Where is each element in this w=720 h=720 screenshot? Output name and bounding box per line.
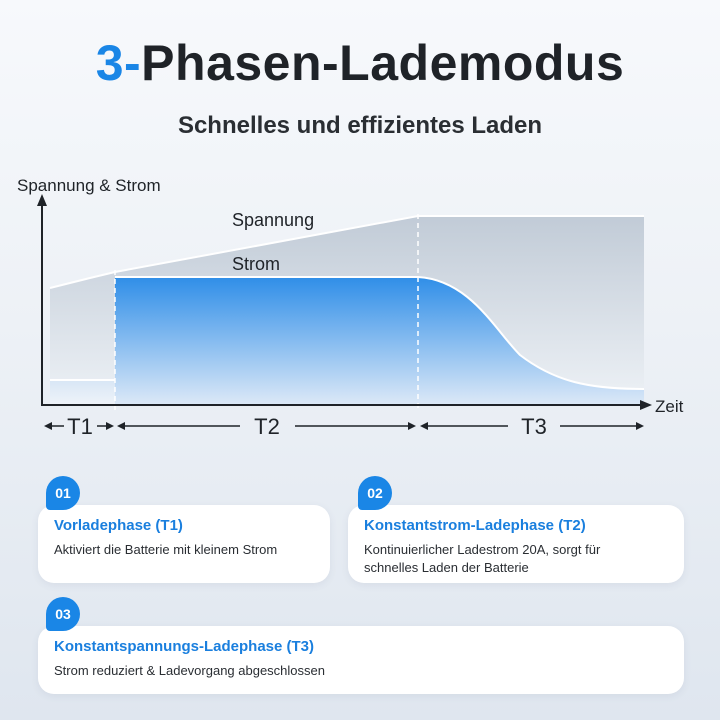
x-axis-label: Zeit bbox=[655, 397, 684, 416]
precharge-current-area bbox=[50, 380, 115, 404]
title-accent: 3- bbox=[95, 35, 142, 91]
phase-card-3 bbox=[38, 626, 684, 694]
phase-card-description: Aktiviert die Batterie mit kleinem Strom bbox=[54, 542, 278, 557]
phase-badge-2: 02 bbox=[358, 476, 392, 510]
phase-label-t3: T3 bbox=[521, 414, 547, 439]
y-axis-label: Spannung & Strom bbox=[17, 176, 161, 195]
page-subtitle: Schnelles und effizientes Laden bbox=[177, 112, 543, 139]
voltage-label: Spannung bbox=[232, 210, 315, 230]
phase-label-t1: T1 bbox=[67, 414, 93, 439]
x-axis-arrow-icon bbox=[640, 400, 652, 410]
phase-label-t2: T2 bbox=[254, 414, 280, 439]
y-axis-arrow-icon bbox=[37, 194, 47, 206]
phase-badge-3: 03 bbox=[46, 597, 80, 631]
phase-card-title: Konstantstrom-Ladephase (T2) bbox=[364, 517, 586, 534]
phase-card-title: Konstantspannungs-Ladephase (T3) bbox=[54, 638, 315, 655]
phase-card-description: Strom reduziert & Ladevorgang abgeschlossen bbox=[54, 663, 325, 678]
title-main: Phasen-Lademodus bbox=[141, 35, 625, 91]
phase-card-description: Kontinuierlicher Ladestrom 20A, sorgt für schnelles Laden der Batterie bbox=[364, 542, 601, 575]
phase-card-1 bbox=[38, 505, 330, 583]
phase-card-title: Vorladephase (T1) bbox=[54, 517, 183, 534]
phase-card-2 bbox=[348, 505, 684, 583]
phase-badge-1: 01 bbox=[46, 476, 80, 510]
current-label: Strom bbox=[232, 254, 281, 274]
